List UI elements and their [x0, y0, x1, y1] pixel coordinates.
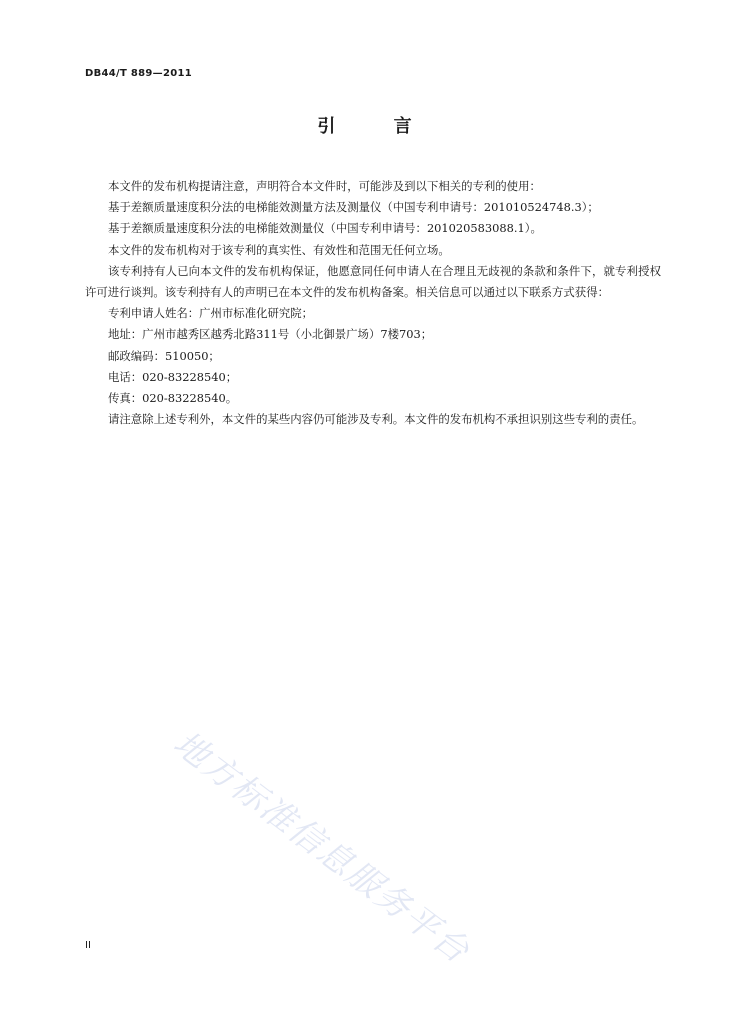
paragraph-telephone: 电话：020-83228540；: [108, 369, 238, 384]
page-title: 引 言: [317, 116, 438, 137]
paragraph-position: 本文件的发布机构对于该专利的真实性、有效性和范围无任何立场。: [108, 242, 450, 257]
paragraph-patent-method: 基于差额质量速度积分法的电梯能效测量方法及测量仪（中国专利申请号：201010524748.3）；: [108, 200, 599, 215]
paragraph-postcode: 邮政编码：510050；: [108, 348, 220, 363]
watermark: 地方标准信息服务平台: [165, 723, 478, 972]
paragraph-notice: 本文件的发布机构提请注意，声明符合本文件时，可能涉及到以下相关的专利的使用：: [108, 179, 541, 193]
paragraph-fax: 传真：020-83228540。: [108, 391, 238, 406]
paragraph-holder-statement: 该专利持有人已向本文件的发布机构保证，他愿意同任何申请人在合理且无歧视的条款和条件下，就专利授权许可进行谈判。该专利持有人的声明已在本文件的发布机构备案。相关信息可以通过以下联系方式获得：: [85, 263, 661, 300]
paragraph-patent-instrument: 基于差额质量速度积分法的电梯能效测量仪（中国专利申请号：201020583088.1）。: [108, 221, 542, 236]
page-number: II: [85, 940, 91, 951]
paragraph-disclaimer: 请注意除上述专利外，本文件的某些内容仍可能涉及专利。本文件的发布机构不承担识别这些专利的责任。: [108, 412, 644, 427]
paragraph-applicant-name: 专利申请人姓名：广州市标准化研究院；: [108, 306, 314, 321]
body-text: [85, 176, 661, 430]
paragraph-address: 地址：广州市越秀区越秀北路311号（小北御景广场）7楼703；: [108, 327, 433, 342]
standard-code: DB44/T 889—2011: [85, 68, 192, 79]
